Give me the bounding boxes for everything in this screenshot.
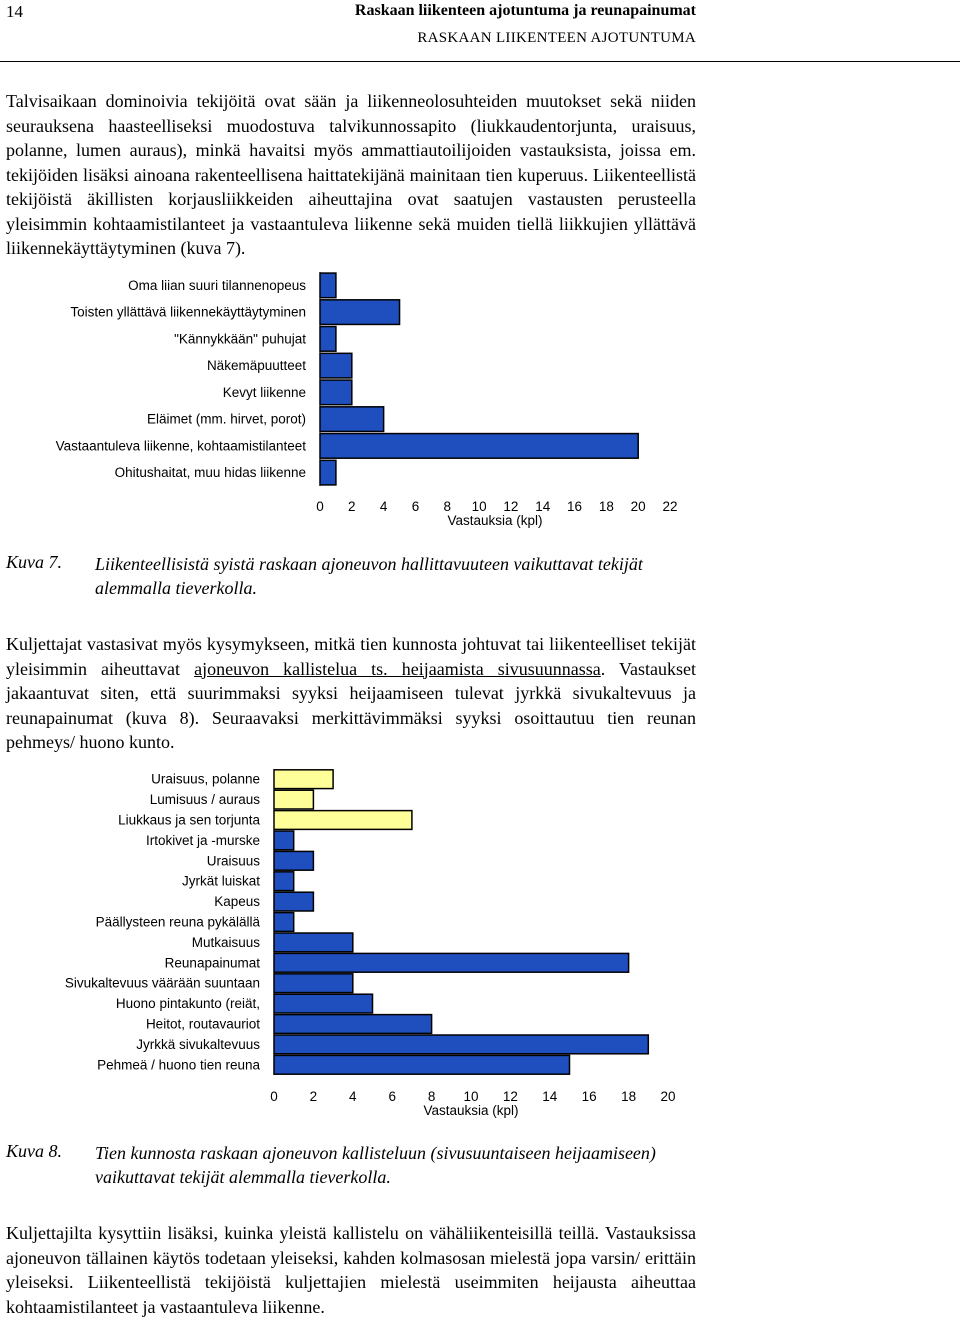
bar: [274, 790, 313, 809]
bar: [320, 273, 336, 298]
x-tick-label: 20: [660, 1089, 676, 1104]
paragraph-2-text-a: Kuljettajat vastasivat myös kysymykseen, mitkä tien kunnosta johtuvat tai liikenteelliset tekijät yleisimmin aiheuttavat: [6, 634, 696, 679]
bar: [274, 892, 313, 911]
x-tick-label: 0: [316, 499, 324, 514]
bar: [320, 407, 384, 432]
category-label: Heitot, routavauriot: [145, 1016, 260, 1032]
bar: [274, 994, 373, 1013]
chart-road-condition-factors: [0, 765, 700, 1120]
figure-8-label: Kuva 8.: [6, 1141, 62, 1161]
category-label: Huono pintakunto (reiät,: [115, 996, 260, 1012]
paragraph-2-text-b: . Vastaukset jakaantuvat siten, että suurimmaksi syyksi heijaamiseen tulevat jyrkkä sivukaltevuus ja reunapainumat (kuva 8). Seuraavaksi merkittävimmäksi syyksi osoittautuu tien reunan pehmeys/ huono kunto.: [6, 658, 696, 752]
figure-7-caption: Liikenteellisistä syistä raskaan ajoneuvon hallittavuuteen vaikuttavat tekijät alemmalla tieverkolla.: [95, 554, 643, 598]
category-label: Eläimet (mm. hirvet, porot): [146, 411, 306, 427]
x-tick-label: 4: [349, 1089, 357, 1104]
paragraph-2-underlined: ajoneuvon kallistelua ts. heijaamista sivusuunnassa: [194, 658, 601, 679]
x-tick-label: 0: [270, 1089, 278, 1104]
page-number: 14: [6, 2, 23, 21]
category-label: "Kännykkään" puhujat: [174, 331, 306, 347]
figure-7-label: Kuva 7.: [6, 552, 62, 572]
x-tick-label: 2: [309, 1089, 318, 1104]
category-label: Pehmeä / huono tien reuna: [97, 1057, 260, 1073]
x-tick-label: 8: [427, 1089, 436, 1104]
x-tick-label: 6: [388, 1089, 396, 1104]
x-tick-label: 14: [535, 499, 551, 514]
x-tick-label: 18: [598, 499, 614, 514]
paragraph-1: Talvisaikaan dominoivia tekijöitä ovat sään ja liikenneolosuhteiden muutokset sekä niiden seurauksena haasteelliseksi muodostuva talvikunnossapito (liukkaudentorjunta, uraisuus, polanne, lumen auraus), minkä havaitsi myös ammattiautoilijoiden vastauksista, joissa em. tekijöiden lisäksi ainoana rakenteellisena haittatekijänä mainitaan tien kuperuus. Liikenteellistä tekijöistä äkillisten korjausliikkeiden aiheuttajina ovat saatujen vastausten perusteella yleisimmin kohtaamistilanteet ja vastaantuleva liikenne sekä muiden tiellä liikkujien yllättävä liikennekäyttäytyminen (kuva 7).: [6, 91, 696, 258]
chart-traffic-factors: [0, 268, 700, 530]
category-label: Reunapainumat: [164, 955, 260, 971]
category-label: Uraisuus: [206, 853, 260, 869]
category-label: Liukkaus ja sen torjunta: [118, 812, 260, 828]
category-label: Mutkaisuus: [191, 934, 260, 950]
category-label: Toisten yllättävä liikennekäyttäytyminen: [70, 304, 306, 320]
category-label: Uraisuus, polanne: [151, 771, 260, 787]
x-tick-label: 20: [630, 499, 646, 514]
x-tick-label: 2: [348, 499, 356, 514]
header-rule: [0, 61, 960, 62]
x-tick-label: 22: [662, 499, 678, 514]
bar: [274, 872, 294, 891]
bar: [274, 1035, 648, 1054]
bar: [274, 851, 313, 870]
x-tick-label: 16: [581, 1089, 597, 1104]
category-label: Ohitushaitat, muu hidas liikenne: [114, 465, 306, 481]
category-label: Näkemäpuutteet: [206, 358, 306, 374]
category-label: Jyrkkä sivukaltevuus: [136, 1036, 260, 1052]
x-tick-label: 6: [411, 499, 420, 514]
paragraph-2: [6, 632, 696, 755]
bar: [320, 460, 336, 485]
bar: [274, 1015, 432, 1034]
category-label: Vastaantuleva liikenne, kohtaamistilanteet: [55, 438, 306, 454]
category-label: Irtokivet ja -murske: [145, 832, 260, 848]
x-tick-label: 12: [502, 1089, 518, 1104]
bar: [320, 327, 336, 352]
x-tick-label: 18: [621, 1089, 637, 1104]
category-label: Kapeus: [214, 894, 260, 910]
bar: [274, 933, 353, 952]
category-label: Jyrkät luiskat: [181, 873, 260, 889]
bar: [320, 380, 352, 405]
paragraph-3: Kuljettajilta kysyttiin lisäksi, kuinka yleistä kallistelu on vähäliikenteisillä teillä. Vastauksissa ajoneuvon tällainen käytös todetaan yleiseksi, kahden kolmasosan mielestä jopa varsin/ erittäin yleiseksi. Liikenteellistä tekijöistä kuljettajien mielestä useimmiten heijausta aiheuttaa kohtaamistilanteet ja vastaantuleva liikenne.: [6, 1223, 696, 1317]
x-axis-title: Vastauksia (kpl): [423, 1103, 519, 1118]
x-tick-label: 4: [379, 499, 388, 514]
bar: [274, 953, 629, 972]
x-tick-label: 10: [463, 1089, 479, 1104]
bar: [274, 811, 412, 830]
category-label: Päällysteen reuna pykälällä: [95, 914, 260, 930]
category-label: Kevyt liikenne: [222, 384, 306, 400]
x-tick-label: 14: [542, 1089, 558, 1104]
running-header-subtitle: RASKAAN LIIKENTEEN AJOTUNTUMA: [417, 30, 696, 46]
x-tick-label: 16: [567, 499, 583, 514]
bar: [274, 770, 333, 789]
bar: [274, 974, 353, 993]
category-label: Oma liian suuri tilannenopeus: [128, 277, 306, 293]
bar: [320, 434, 638, 459]
bar: [274, 831, 294, 850]
x-tick-label: 10: [471, 499, 487, 514]
x-axis-title: Vastauksia (kpl): [447, 513, 543, 528]
running-header-title: Raskaan liikenteen ajotuntuma ja reunapainumat: [354, 2, 696, 19]
category-label: Lumisuus / auraus: [149, 792, 260, 808]
x-tick-label: 12: [503, 499, 519, 514]
category-label: Sivukaltevuus väärään suuntaan: [64, 975, 260, 991]
x-tick-label: 8: [443, 499, 452, 514]
bar: [320, 353, 352, 378]
figure-8-caption: Tien kunnosta raskaan ajoneuvon kallisteluun (sivusuuntaiseen heijaamiseen) vaikuttavat tekijät alemmalla tieverkolla.: [95, 1143, 656, 1187]
bar: [274, 1055, 570, 1074]
bar: [274, 913, 294, 932]
bar: [320, 300, 400, 325]
